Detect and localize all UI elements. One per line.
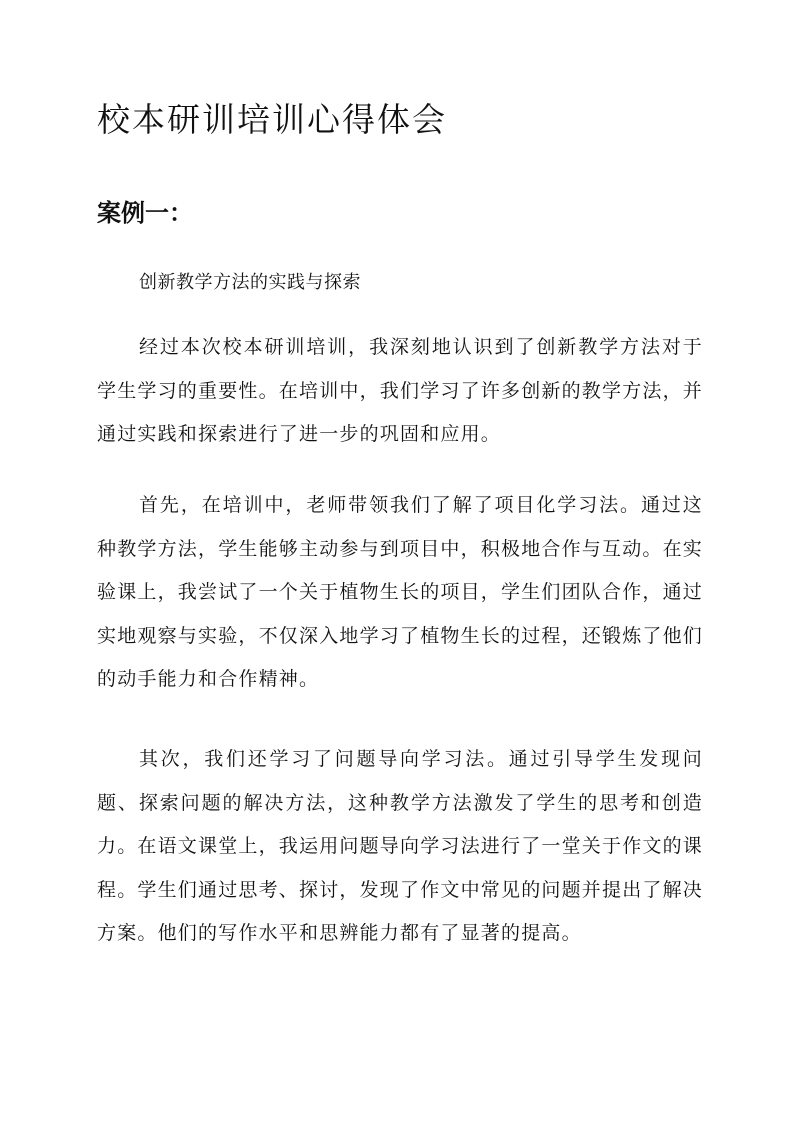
case-heading: 案例一：: [97, 198, 193, 227]
paragraph-2: 首先，在培训中，老师带领我们了解了项目化学习法。通过这种教学方法，学生能够主动参与到项目中，积极地合作与互动。在实验课上，我尝试了一个关于植物生长的项目，学生们团队合作，通过实地观察与实验，不仅深入地学习了植物生长的过程，还锻炼了他们的动手能力和合作精神。: [97, 494, 704, 690]
paragraph-1: 经过本次校本研训培训，我深刻地认识到了创新教学方法对于学生学习的重要性。在培训中，我们学习了许多创新的教学方法，并通过实践和探索进行了进一步的巩固和应用。: [97, 336, 704, 445]
document-title: 校本研训培训心得体会: [97, 100, 447, 139]
case-subtitle: 创新教学方法的实践与探索: [139, 272, 361, 293]
paragraph-3: 其次，我们还学习了问题导向学习法。通过引导学生发现问题、探索问题的解决方法，这种教学方法激发了学生的思考和创造力。在语文课堂上，我运用问题导向学习法进行了一堂关于作文的课程。学生们通过思考、探讨，发现了作文中常见的问题并提出了解决方案。他们的写作水平和思辨能力都有了显著的提高。: [97, 748, 704, 944]
